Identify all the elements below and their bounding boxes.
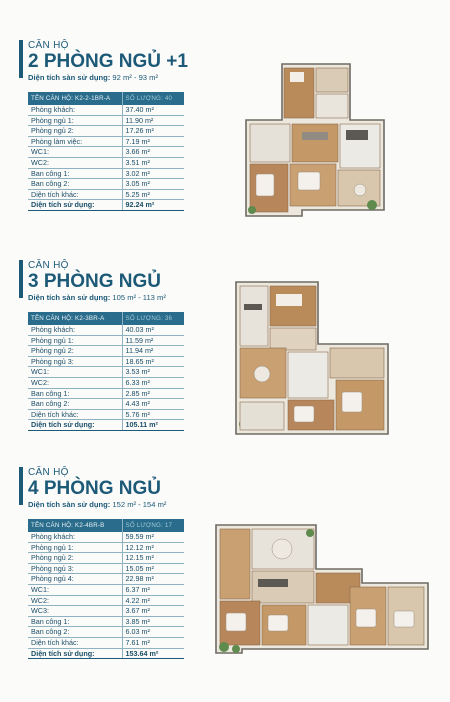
row-label: Ban công 2: bbox=[28, 179, 122, 190]
heading-title: 3 PHÒNG NGỦ bbox=[28, 271, 162, 292]
row-value: 11.59 m² bbox=[122, 335, 184, 346]
row-label: WC1: bbox=[28, 367, 122, 378]
area-table bbox=[28, 312, 184, 431]
header-code: TÊN CĂN HỘ: K2-3BR-A bbox=[28, 312, 122, 325]
row-value: 17.26 m² bbox=[122, 126, 184, 137]
total-value: 92.24 m² bbox=[122, 200, 184, 211]
row-label: Diện tích khác: bbox=[28, 409, 122, 420]
table-row bbox=[28, 606, 184, 617]
total-label: Diện tích sử dụng: bbox=[28, 648, 122, 659]
table-row bbox=[28, 399, 184, 410]
area-table bbox=[28, 519, 184, 659]
table-row bbox=[28, 356, 184, 367]
floor-plan-image bbox=[212, 519, 436, 659]
table-row bbox=[28, 553, 184, 564]
area-range-value: 92 m² - 93 m² bbox=[112, 73, 158, 82]
row-value: 7.19 m² bbox=[122, 136, 184, 147]
table-total-row bbox=[28, 420, 184, 431]
row-value: 6.33 m² bbox=[122, 378, 184, 389]
table-header bbox=[28, 312, 184, 325]
row-label: Ban công 2: bbox=[28, 399, 122, 410]
row-label: Ban công 1: bbox=[28, 168, 122, 179]
table-row bbox=[28, 335, 184, 346]
row-label: Phòng ngủ 4: bbox=[28, 574, 122, 585]
header-code: TÊN CĂN HỘ: K2-4BR-B bbox=[28, 519, 122, 532]
heading-kicker: CĂN HỘ bbox=[28, 260, 69, 271]
table-row bbox=[28, 126, 184, 137]
table-row bbox=[28, 563, 184, 574]
heading-title: 4 PHÒNG NGỦ bbox=[28, 478, 162, 499]
area-range-value: 105 m² - 113 m² bbox=[112, 293, 166, 302]
table-row bbox=[28, 532, 184, 542]
heading-kicker: CĂN HỘ bbox=[28, 467, 69, 478]
area-range-label: Diện tích sàn sử dụng: bbox=[28, 293, 111, 302]
table-header bbox=[28, 92, 184, 105]
table-row bbox=[28, 367, 184, 378]
area-range-label: Diện tích sàn sử dụng: bbox=[28, 500, 111, 509]
table-row bbox=[28, 595, 184, 606]
row-label: WC2: bbox=[28, 595, 122, 606]
row-label: Phòng làm việc: bbox=[28, 136, 122, 147]
row-value: 7.61 m² bbox=[122, 638, 184, 649]
table-header bbox=[28, 519, 184, 532]
area-range-label: Diện tích sàn sử dụng: bbox=[28, 73, 111, 82]
header-quantity: SỐ LƯỢNG: 17 bbox=[122, 519, 184, 532]
area-range-value: 152 m² - 154 m² bbox=[112, 500, 167, 509]
table-row bbox=[28, 388, 184, 399]
table-row bbox=[28, 542, 184, 553]
row-label: Diện tích khác: bbox=[28, 638, 122, 649]
row-value: 6.03 m² bbox=[122, 627, 184, 638]
area-range bbox=[28, 293, 166, 302]
heading-title: 2 PHÒNG NGỦ +1 bbox=[28, 51, 188, 72]
row-label: Phòng khách: bbox=[28, 325, 122, 335]
row-label: Phòng ngủ 1: bbox=[28, 335, 122, 346]
row-value: 3.66 m² bbox=[122, 147, 184, 158]
row-value: 59.59 m² bbox=[122, 532, 184, 542]
total-label: Diện tích sử dụng: bbox=[28, 420, 122, 431]
table-row bbox=[28, 616, 184, 627]
total-label: Diện tích sử dụng: bbox=[28, 200, 122, 211]
row-label: Phòng ngủ 1: bbox=[28, 542, 122, 553]
table-row bbox=[28, 409, 184, 420]
row-label: Ban công 1: bbox=[28, 616, 122, 627]
row-value: 3.67 m² bbox=[122, 606, 184, 617]
area-range bbox=[28, 500, 166, 509]
total-value: 105.11 m² bbox=[122, 420, 184, 431]
table-row bbox=[28, 378, 184, 389]
heading-kicker: CĂN HỘ bbox=[28, 40, 69, 51]
table-row bbox=[28, 627, 184, 638]
total-value: 153.64 m² bbox=[122, 648, 184, 659]
row-label: WC1: bbox=[28, 147, 122, 158]
row-label: WC2: bbox=[28, 158, 122, 169]
row-label: Phòng ngủ 2: bbox=[28, 553, 122, 564]
table-row bbox=[28, 585, 184, 596]
header-quantity: SỐ LƯỢNG: 36 bbox=[122, 312, 184, 325]
table-row bbox=[28, 105, 184, 115]
row-value: 11.94 m² bbox=[122, 346, 184, 357]
row-value: 2.85 m² bbox=[122, 388, 184, 399]
row-value: 12.15 m² bbox=[122, 553, 184, 564]
table-total-row bbox=[28, 200, 184, 211]
table-row bbox=[28, 346, 184, 357]
floor-plan-image bbox=[242, 60, 388, 220]
table-row bbox=[28, 158, 184, 169]
row-value: 22.98 m² bbox=[122, 574, 184, 585]
row-value: 37.40 m² bbox=[122, 105, 184, 115]
row-value: 4.43 m² bbox=[122, 399, 184, 410]
row-label: WC3: bbox=[28, 606, 122, 617]
row-value: 18.65 m² bbox=[122, 356, 184, 367]
row-value: 6.37 m² bbox=[122, 585, 184, 596]
row-label: Diện tích khác: bbox=[28, 189, 122, 200]
row-value: 5.25 m² bbox=[122, 189, 184, 200]
row-value: 3.02 m² bbox=[122, 168, 184, 179]
row-value: 12.12 m² bbox=[122, 542, 184, 553]
table-row bbox=[28, 574, 184, 585]
row-label: Phòng khách: bbox=[28, 105, 122, 115]
table-row bbox=[28, 638, 184, 649]
table-row bbox=[28, 136, 184, 147]
table-row bbox=[28, 115, 184, 126]
row-label: Ban công 1: bbox=[28, 388, 122, 399]
row-label: Phòng ngủ 2: bbox=[28, 346, 122, 357]
row-label: WC2: bbox=[28, 378, 122, 389]
row-value: 3.85 m² bbox=[122, 616, 184, 627]
table-row bbox=[28, 179, 184, 190]
table-row bbox=[28, 147, 184, 158]
row-value: 5.76 m² bbox=[122, 409, 184, 420]
row-label: Ban công 2: bbox=[28, 627, 122, 638]
area-table bbox=[28, 92, 184, 211]
row-value: 11.90 m² bbox=[122, 115, 184, 126]
table-total-row bbox=[28, 648, 184, 659]
row-label: Phòng ngủ 3: bbox=[28, 356, 122, 367]
row-value: 3.53 m² bbox=[122, 367, 184, 378]
row-value: 4.22 m² bbox=[122, 595, 184, 606]
table-row bbox=[28, 189, 184, 200]
row-value: 3.51 m² bbox=[122, 158, 184, 169]
row-value: 3.05 m² bbox=[122, 179, 184, 190]
row-label: Phòng ngủ 1: bbox=[28, 115, 122, 126]
row-label: Phòng khách: bbox=[28, 532, 122, 542]
row-value: 40.03 m² bbox=[122, 325, 184, 335]
floor-plan-image bbox=[232, 274, 398, 440]
area-range bbox=[28, 73, 158, 82]
table-row bbox=[28, 325, 184, 335]
row-label: Phòng ngủ 3: bbox=[28, 563, 122, 574]
row-label: Phòng ngủ 2: bbox=[28, 126, 122, 137]
row-label: WC1: bbox=[28, 585, 122, 596]
header-quantity: SỐ LƯỢNG: 40 bbox=[122, 92, 184, 105]
header-code: TÊN CĂN HỘ: K2-2-1BR-A bbox=[28, 92, 122, 105]
table-row bbox=[28, 168, 184, 179]
row-value: 15.05 m² bbox=[122, 563, 184, 574]
